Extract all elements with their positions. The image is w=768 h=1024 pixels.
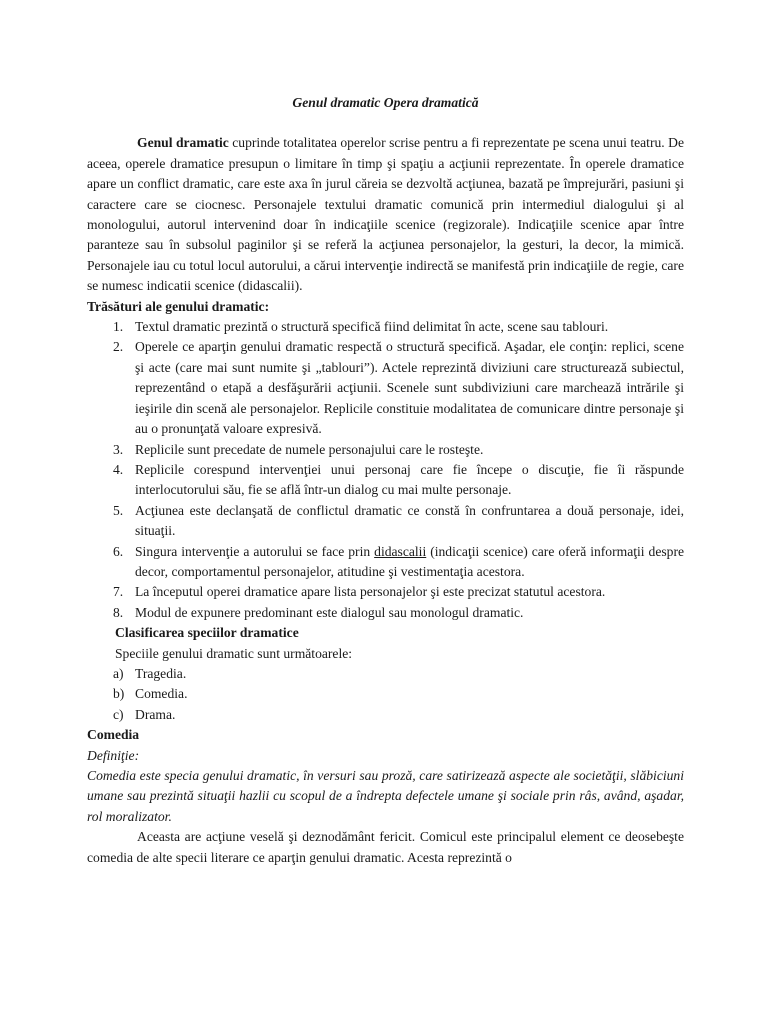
list-item-number: 1.	[113, 319, 124, 335]
list-item-text: Replicile sunt precedate de numele personajului care le rosteşte.	[135, 441, 484, 457]
list-item-letter: c)	[113, 706, 124, 722]
list-item	[113, 460, 684, 501]
list-item-number: 6.	[113, 543, 124, 559]
list-item	[113, 684, 684, 704]
list-item	[113, 705, 684, 725]
list-item-text: Tragedia.	[135, 665, 187, 681]
list-item	[113, 440, 684, 460]
list-item-text: Comedia.	[135, 686, 188, 702]
list-item-text: La începutul operei dramatice apare lista personajelor şi este precizat statutul acestora.	[135, 584, 606, 600]
list-item-text-after: (indicaţii scenice) care oferă informaţii despre decor, comportamentul personajelor, atitudine şi vestimentaţia acestora.	[135, 543, 685, 579]
list-item	[113, 542, 685, 583]
list-item	[113, 664, 684, 684]
definition-text: Comedia este specia genului dramatic, în versuri sau proză, care satirizează aspecte ale societăţii, slăbiciuni umane sau prezintă situaţii hazlii cu scopul de a îndrepta defectele umane şi sociale prin râs, având, aşadar, rol moralizator.	[87, 768, 684, 824]
intro-lead: Genul dramatic	[137, 135, 229, 151]
comedy-paragraph: Aceasta are acţiune veselă şi deznodământ fericit. Comicul este principalul element ce deosebeşte comedia de alte specii literare ce aparţin genului dramatic. Acesta reprezintă o	[87, 829, 684, 865]
comedy-heading: Comedia	[87, 727, 140, 743]
classification-heading: Clasificarea speciilor dramatice	[115, 625, 299, 641]
list-item-text: Operele ce aparţin genului dramatic respectă o structură specifică. Aşadar, ele conţin: replici, scene şi acte (care mai sunt numite şi „tablouri”). Actele reprezintă diviziuni care structurează subiectul, reprezentând o etapă a desfăşurării acţiunii. Scenele sunt subdiviziuni care marchează intrările şi ieşirile din scenă ale personajelor. Replicile constituie modalitatea de comunicare dintre personaje şi au o pronunţată valoare expresivă.	[135, 339, 684, 437]
list-item-letter: a)	[113, 665, 124, 681]
didascalii-term: didascalii	[374, 543, 427, 559]
list-item	[113, 337, 684, 439]
list-item-text: Modul de expunere predominant este dialogul sau monologul dramatic.	[135, 604, 524, 620]
list-item-number: 8.	[113, 604, 124, 620]
features-list	[87, 317, 684, 623]
list-item-number: 5.	[113, 502, 124, 518]
list-item	[113, 582, 684, 602]
intro-text: cuprinde totalitatea operelor scrise pentru a fi reprezentate pe scena unui teatru. De aceea, operele dramatice presupun o limitare în timp şi spaţiu a acţiunii reprezentate. În operele dramatice apare un conflict dramatic, care este axa în jurul căreia se dezvoltă acţiunea, bazată pe împrejurări, pasiuni şi caractere care se ciocnesc. Personajele textului dramatic comunică prin intermediul dialogului şi al monologului, autorul intervenind doar în indicaţiile scenice (regizorale). Indicaţiile scenice apar între paranteze sau în subsolul paginilor şi se referă la acţiunea personajelor, la gesturi, la decor, la mimică. Personajele iau cu totul locul autorului, a cărui intervenţie indirectă se manifestă prin indicaţiile de regie, care se numesc indicatii scenice (didascalii).	[87, 135, 684, 294]
list-item-text: Textul dramatic prezintă o structură specifică fiind delimitat în acte, scene sau tablouri.	[135, 319, 609, 335]
features-heading: Trăsături ale genului dramatic:	[87, 298, 270, 314]
list-item-text: Replicile corespund intervenţiei unui personaj care fie începe o discuţie, fie îi răspunde interlocutorului său, fie se află într-un dialog cu mai multe personaje.	[135, 461, 684, 498]
list-item	[113, 317, 684, 337]
list-item-text: Drama.	[135, 706, 176, 722]
species-list	[87, 664, 684, 725]
list-item-number: 4.	[113, 461, 124, 477]
list-item-text-before: Singura intervenţie a autorului se face prin	[135, 543, 375, 559]
classification-intro: Speciile genului dramatic sunt următoarele:	[115, 645, 353, 661]
list-item-text: Acţiunea este declanşată de conflictul dramatic ce constă în confruntarea a două personaje, idei, situaţii.	[135, 502, 684, 539]
list-item-letter: b)	[113, 686, 125, 702]
list-item-number: 2.	[113, 339, 124, 355]
document-title: Genul dramatic Opera dramatică	[292, 95, 479, 110]
list-item-number: 3.	[113, 441, 124, 457]
list-item	[113, 603, 684, 623]
list-item	[113, 501, 684, 542]
definition-label: Definiţie:	[87, 747, 140, 763]
intro-paragraph	[87, 133, 684, 296]
list-item-number: 7.	[113, 584, 124, 600]
